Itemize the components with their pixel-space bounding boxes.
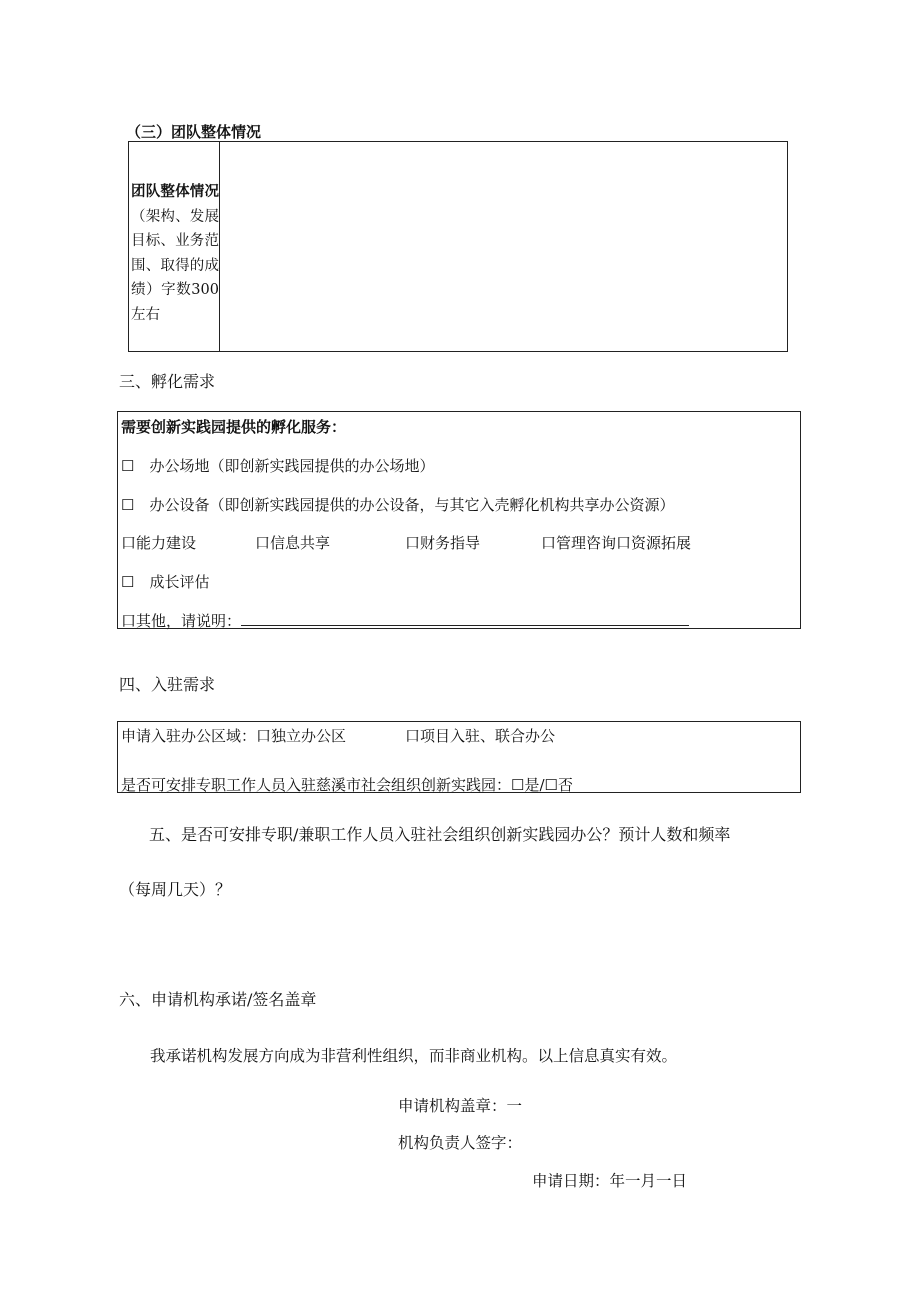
option-other-input-line[interactable] — [241, 611, 689, 626]
incubation-services-box — [117, 411, 801, 629]
incubation-services-title: 需要创新实践园提供的孵化服务： — [121, 418, 347, 436]
option-consulting-resources[interactable]: 口管理咨询口资源拓展 — [541, 534, 692, 552]
commitment-heading: 六、申请机构承诺/签名盖章 — [119, 990, 317, 1009]
office-area-option-shared[interactable]: 口项目入驻、联合办公 — [405, 727, 556, 745]
option-info-sharing[interactable]: 口信息共享 — [255, 534, 331, 552]
incubation-heading: 三、孵化需求 — [119, 372, 216, 391]
option-office-equipment[interactable]: ☐ 办公设备（即创新实践园提供的办公设备，与其它入壳孵化机构共享办公资源） — [121, 496, 675, 514]
team-overview-label-bold: 团队整体情况 — [131, 184, 219, 200]
settle-heading: 四、入驻需求 — [119, 675, 216, 694]
team-overview-label — [131, 180, 219, 327]
option-capacity-building[interactable]: 口能力建设 — [121, 534, 197, 552]
signature-field[interactable]: 机构负责人签字： — [398, 1134, 523, 1152]
option-other[interactable] — [121, 610, 689, 631]
question5-line2: （每周几天）？ — [119, 880, 232, 899]
settle-requirements-box — [117, 721, 801, 793]
team-overview-label-note: （架构、发展目标、业务范围、取得的成绩）字数300左右 — [131, 208, 219, 323]
team-overview-table — [128, 141, 788, 352]
table-column-divider — [219, 142, 220, 351]
office-area-option-independent[interactable]: 申请入驻办公区域：口独立办公区 — [121, 727, 347, 745]
fulltime-staff-question[interactable]: 是否可安排专职工作人员入驻慈溪市社会组织创新实践园：☐是/☐否 — [121, 776, 573, 794]
option-other-label: 口其他，请说明： — [121, 612, 242, 630]
option-growth-assessment[interactable]: ☐ 成长评估 — [121, 573, 210, 591]
date-field[interactable]: 申请日期：年一月一日 — [532, 1172, 688, 1190]
seal-field[interactable]: 申请机构盖章：一 — [398, 1097, 523, 1115]
question5-line1: 五、是否可安排专职/兼职工作人员入驻社会组织创新实践园办公？预计人数和频率 — [149, 825, 731, 844]
option-finance-guidance[interactable]: 口财务指导 — [405, 534, 481, 552]
team-section-title: （三）团队整体情况 — [126, 123, 262, 141]
commitment-statement: 我承诺机构发展方向成为非营利性组织，而非商业机构。以上信息真实有效。 — [150, 1047, 678, 1065]
option-office-space[interactable]: ☐ 办公场地（即创新实践园提供的办公场地） — [121, 457, 435, 475]
